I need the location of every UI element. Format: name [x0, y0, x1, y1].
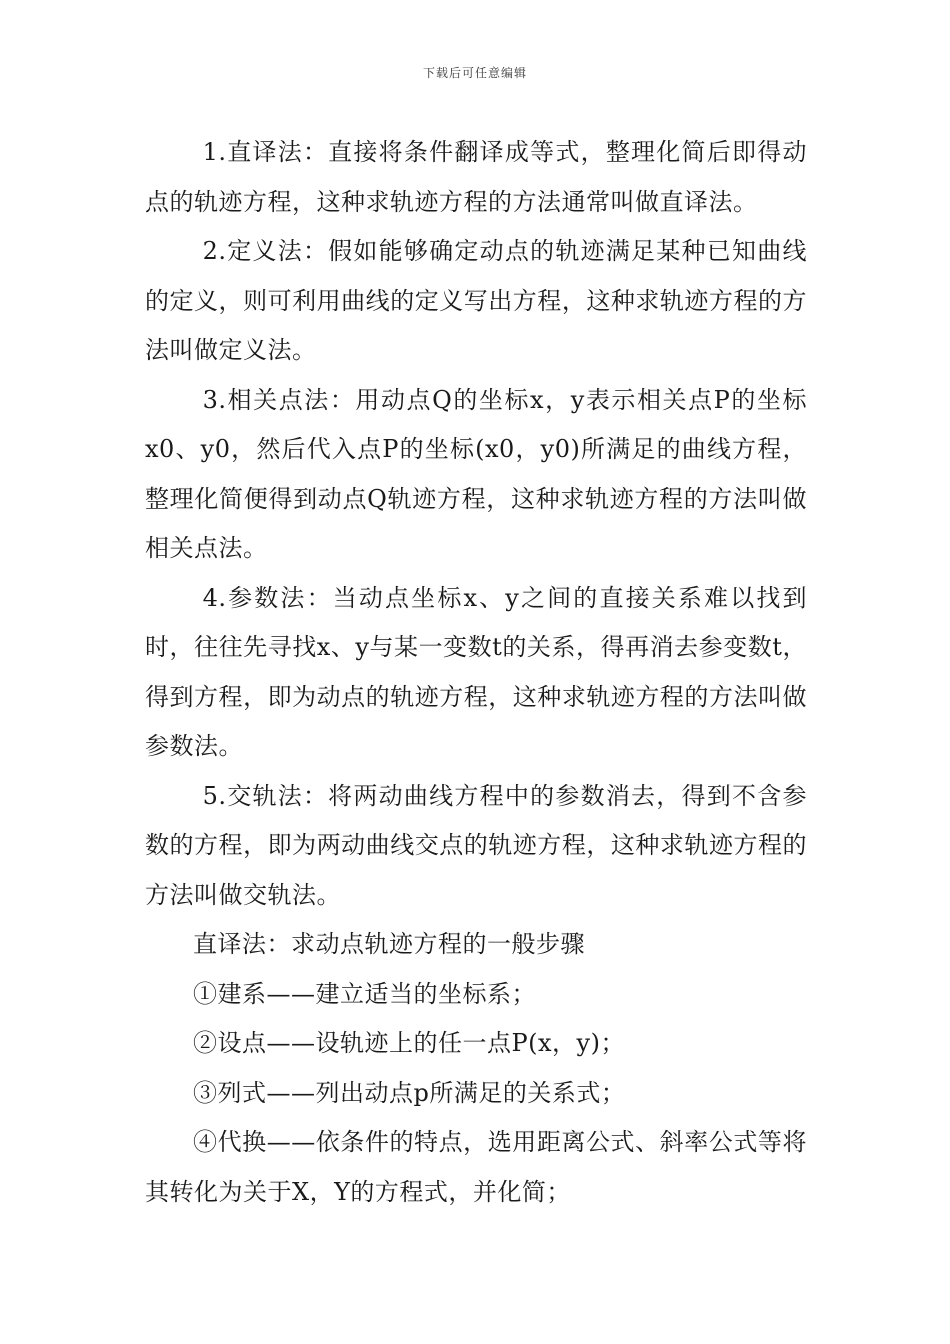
- paragraph-intersection-method: 5.交轨法：将两动曲线方程中的参数消去，得到不含参数的方程，即为两动曲线交点的轨迹方程，这种求轨迹方程的方法叫做交轨法。: [145, 781, 807, 909]
- paragraph-parameter-method: 4.参数法：当动点坐标x、y之间的直接关系难以找到时，往往先寻找x、y与某一变数t的关系，得再消去参变数t，得到方程，即为动点的轨迹方程，这种求轨迹方程的方法叫做参数法。: [145, 583, 807, 760]
- page-header: 下载后可任意编辑: [422, 66, 527, 80]
- paragraph-definition-method: 2.定义法：假如能够确定动点的轨迹满足某种已知曲线的定义，则可利用曲线的定义写出方程，这种求轨迹方程的方法叫做定义法。: [145, 237, 807, 364]
- step-item: ③列式——列出动点p所满足的关系式；: [193, 1078, 626, 1107]
- paragraph-related-point-method: 3.相关点法：用动点Q的坐标x，y表示相关点P的坐标x0、y0，然后代入点P的坐标(x0，y0)所满足的曲线方程，整理化简便得到动点Q轨迹方程，这种求轨迹方程的方法叫做相关点法。: [145, 385, 807, 562]
- step-item: ④代换——依条件的特点，选用距离公式、斜率公式等将其转化为关于X，Y的方程式，并化简；: [145, 1128, 807, 1206]
- step-item: ①建系——建立适当的坐标系；: [193, 979, 536, 1008]
- document-body: [145, 128, 807, 1217]
- step-item: ②设点——设轨迹上的任一点P(x，y)；: [193, 1029, 625, 1057]
- steps-title: 直译法：求动点轨迹方程的一般步骤: [193, 930, 585, 958]
- paragraph-direct-translation: 1.直译法：直接将条件翻译成等式，整理化简后即得动点的轨迹方程，这种求轨迹方程的方法通常叫做直译法。: [145, 138, 807, 216]
